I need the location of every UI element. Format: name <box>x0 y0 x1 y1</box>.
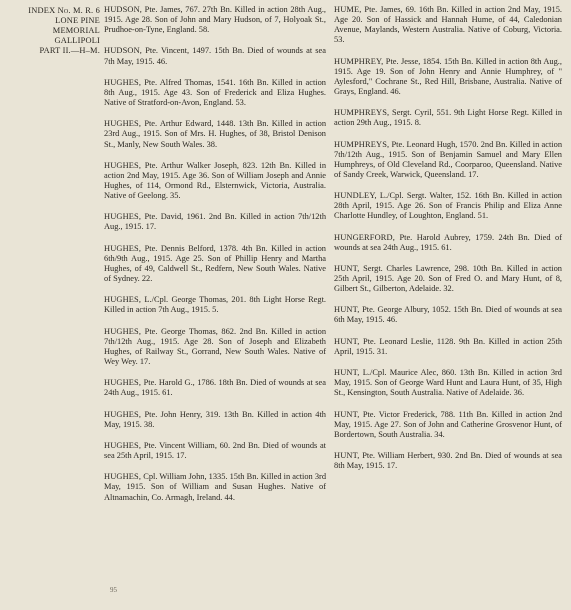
index-entry <box>104 441 326 461</box>
header-line: GALLIPOLI <box>54 36 100 45</box>
index-entry <box>104 119 326 149</box>
entry-details: Pte. Dennis Belford, 1378. 4th Bn. Killed in action 6th/9th Aug., 1915. Age 25. Son of Phillip Henry and Martha Hughes, of 49, Caldwell St., Redfern, New South Wales. Native of Sydney. 22. <box>104 243 326 283</box>
entry-surname: HUMPHREYS, <box>334 139 390 149</box>
entry-surname: HUNGERFORD, <box>334 232 395 242</box>
entry-surname: HUGHES, <box>104 472 142 482</box>
entry-details: Pte. James, 69. 16th Bn. Killed in action 2nd May, 1915. Age 20. Son of Hassick and Hannah Hume, of 44, Caledonian Avenue, Maylands, Western Australia. Native of Coburg, Victoria. 53. <box>334 5 562 45</box>
index-entry <box>334 337 562 357</box>
header-line: PART II.—H–M. <box>39 46 100 55</box>
entry-details: Pte. James, 767. 27th Bn. Killed in action 28th Aug., 1915. Age 28. Son of John and Mary Hudson, of 7, Holyoak St., Prudhoe-on-Tyne, England. 58. <box>104 5 327 35</box>
index-entry <box>104 244 326 284</box>
entry-details: Pte. Arthur Edward, 1448. 13th Bn. Killed in action 23rd Aug., 1915. Son of Mrs. H. Hughes, of 38, Bristol Denison St., Manly, New South Wales. 38. <box>104 119 327 149</box>
entry-details: Pte. Arthur Walker Joseph, 823. 12th Bn. Killed in action 2nd May, 1915. Age 36. Son of William Joseph and Annie Hughes, of 114, Ormond Rd., Elsternwick, Victoria, Australia. Native of Geelong. 35. <box>104 160 327 201</box>
entry-details: Sergt. Charles Lawrence, 298. 10th Bn. Killed in action 25th April, 1915. Age 20. Son of Fred O. and Mary Hunt, of 8, Gilbert St., Gilberton, Adelaide. 32. <box>334 263 562 294</box>
entry-surname: HUNDLEY, <box>334 191 377 201</box>
index-entry <box>104 410 326 430</box>
index-entry <box>334 140 562 180</box>
entry-surname: HUGHES, <box>104 440 142 450</box>
index-entry <box>334 5 562 45</box>
index-entry <box>334 191 562 221</box>
entry-surname: HUNT, <box>334 368 360 378</box>
index-entry <box>334 305 562 325</box>
entry-surname: HUDSON, <box>104 46 143 56</box>
entry-details: Pte. Leonard Hugh, 1570. 2nd Bn. Killed in action 7th/12th Aug., 1915. Son of Benjamin Samuel and Mary Ellen Humphreys, of Old Cleveland Rd., Coorparoo, Queensland. Native of Sandy Creek, Warwick, Queensland. 17. <box>334 139 563 179</box>
entry-details: L./Cpl. Maurice Alec, 860. 13th Bn. Killed in action 3rd May, 1915. Son of George Ward Hunt and Laura Hunt, of 35, High St., Kensington, South Australia. Native of Adelaide. 36. <box>334 368 562 398</box>
entry-surname: HUGHES, <box>104 243 142 253</box>
entry-details: Pte. Leonard Leslie, 1128. 9th Bn. Killed in action 25th April, 1915. 31. <box>334 336 563 356</box>
header-line: LONE PINE <box>55 16 100 25</box>
entry-surname: HUNT, <box>334 336 360 346</box>
index-entry <box>334 233 562 253</box>
entry-details: L./Cpl. Sergt. Walter, 152. 16th Bn. Killed in action 28th April, 1915. Age 26. Son of Francis Philip and Eliza Anne Charlotte Hundley, of Loughton, England. 51. <box>334 191 562 221</box>
entry-details: Pte. George Thomas, 862. 2nd Bn. Killed in action 7th/12th Aug., 1915. Age 28. Son of Joseph and Elizabeth Hughes, of Railway St., Gorrand, New South Wales. Native of Wey Wey. 17. <box>104 326 327 366</box>
index-header <box>4 6 100 56</box>
index-entry <box>104 5 326 35</box>
index-entry <box>104 212 326 232</box>
header-line: INDEX No. M. R. 6 <box>28 6 100 15</box>
entry-surname: HUGHES, <box>104 119 142 129</box>
page-number: 95 <box>110 586 117 594</box>
right-column <box>334 5 562 482</box>
entry-details: Pte. George Albury, 1052. 15th Bn. Died of wounds at sea 6th May, 1915. 46. <box>334 305 563 325</box>
entry-details: Pte. David, 1961. 2nd Bn. Killed in action 7th/12th Aug., 1915. 17. <box>104 212 327 232</box>
index-entry <box>334 57 562 97</box>
entry-details: Pte. Vincent, 1497. 15th Bn. Died of wounds at sea 7th May, 1915. 46. <box>104 46 326 66</box>
index-entry <box>104 378 326 398</box>
entry-surname: HUGHES, <box>104 77 142 87</box>
index-entry <box>104 327 326 367</box>
entry-surname: HUMPHREYS, <box>334 108 390 118</box>
entry-details: L./Cpl. George Thomas, 201. 8th Light Horse Regt. Killed in action 7th Aug., 1915. 5. <box>104 295 326 315</box>
header-line: MEMORIAL <box>52 26 100 35</box>
entry-surname: HUDSON, <box>104 5 143 14</box>
entry-surname: HUGHES, <box>104 160 142 170</box>
index-entry <box>104 78 326 108</box>
entry-surname: HUGHES, <box>104 409 142 419</box>
entry-details: Pte. Harold Aubrey, 1759. 24th Bn. Died of wounds at sea 24th Aug., 1915. 61. <box>334 232 562 252</box>
entry-surname: HUNT, <box>334 305 360 315</box>
index-entry <box>104 46 326 66</box>
index-entry <box>104 295 326 315</box>
entry-surname: HUGHES, <box>104 212 142 222</box>
entry-surname: HUGHES, <box>104 295 142 305</box>
index-entry <box>334 368 562 398</box>
index-entry <box>334 410 562 440</box>
entry-surname: HUME, <box>334 5 362 14</box>
entry-details: Pte. Harold G., 1786. 18th Bn. Died of wounds at sea 24th Aug., 1915. 61. <box>104 378 326 398</box>
entry-details: Cpl. William John, 1335. 15th Bn. Killed in action 3rd May, 1915. Son of William and Susan Hughes. Native of Altnamachin, Co. Armagh, Ireland. 44. <box>104 472 327 502</box>
entry-surname: HUNT, <box>334 409 360 419</box>
index-entry <box>104 472 326 502</box>
index-entry <box>334 108 562 128</box>
entry-surname: HUMPHREY, <box>334 56 384 66</box>
entry-surname: HUNT, <box>334 451 360 461</box>
entry-surname: HUNT, <box>334 263 360 273</box>
entry-details: Pte. Victor Frederick, 788. 11th Bn. Killed in action 2nd May, 1915. Age 27. Son of John and Catherine Grosvenor Hunt, of Bordertown, South Australia. 34. <box>334 409 563 439</box>
index-entry <box>334 451 562 471</box>
entry-details: Pte. Jesse, 1854. 15th Bn. Killed in action 8th Aug., 1915. Age 19. Son of John Henry and Annie Humphrey, of " Aylesford," Cochrane St., Red Hill, Brisbane, Australia. Native of Grays, England. 46. <box>334 56 562 96</box>
entry-surname: HUGHES, <box>104 326 142 336</box>
entry-details: Pte. Vincent William, 60. 2nd Bn. Died of wounds at sea 25th April, 1915. 17. <box>104 440 327 461</box>
entry-details: Pte. John Henry, 319. 13th Bn. Killed in action 4th May, 1915. 38. <box>104 409 326 429</box>
left-column <box>104 5 326 514</box>
index-entry <box>334 264 562 294</box>
entry-surname: HUGHES, <box>104 378 142 388</box>
entry-details: Sergt. Cyril, 551. 9th Light Horse Regt. Killed in action 29th Aug., 1915. 8. <box>334 108 563 128</box>
entry-details: Pte. William Herbert, 930. 2nd Bn. Died of wounds at sea 8th May, 1915. 17. <box>334 451 563 471</box>
entry-details: Pte. Alfred Thomas, 1541. 16th Bn. Killed in action 8th Aug., 1915. Age 43. Son of Frederick and Eliza Hughes. Native of Stratford-on-Avon, England. 53. <box>104 77 326 108</box>
index-entry <box>104 161 326 201</box>
